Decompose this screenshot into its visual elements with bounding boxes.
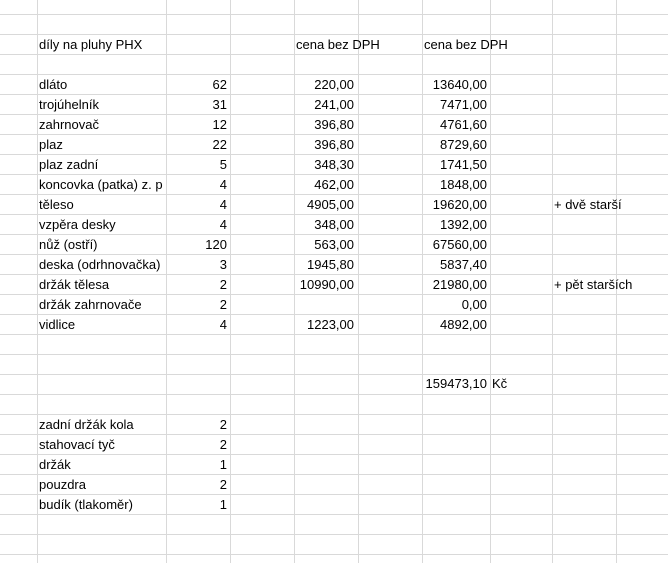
item-total-cell[interactable]: 67560,00 [432, 237, 487, 252]
item-unit-price-cell[interactable]: 4905,00 [307, 197, 354, 212]
item-unit-price-cell[interactable]: 1223,00 [307, 317, 354, 332]
item-unit-price-cell[interactable]: 563,00 [314, 237, 354, 252]
item-name-cell[interactable]: dláto [39, 77, 68, 92]
item-note-cell[interactable] [554, 175, 664, 195]
item-total-cell[interactable]: 21980,00 [432, 277, 487, 292]
item-unit-price-cell[interactable]: 396,80 [314, 117, 354, 132]
item-total-cell[interactable]: 5837,40 [440, 257, 487, 272]
item-name-cell[interactable]: deska (odrhnovačka) [39, 257, 161, 272]
item-note-cell[interactable] [554, 115, 664, 135]
item-name-cell[interactable]: těleso [39, 197, 74, 212]
extra-qty-cell[interactable]: 1 [219, 497, 227, 512]
item-unit-price-cell[interactable]: 241,00 [314, 97, 354, 112]
sheet-title[interactable]: díly na pluhy PHX [39, 37, 143, 52]
item-qty-cell[interactable]: 2 [219, 277, 227, 292]
item-unit-price-cell[interactable]: 396,80 [314, 137, 354, 152]
currency-label[interactable]: Kč [492, 376, 508, 391]
header-unit-price[interactable]: cena bez DPH [296, 37, 380, 52]
item-note-cell[interactable] [554, 135, 664, 155]
extra-qty-cell[interactable]: 2 [219, 417, 227, 432]
item-note-cell[interactable] [554, 255, 664, 275]
extra-qty-cell[interactable]: 2 [219, 477, 227, 492]
item-note-cell[interactable]: + pět starších [554, 277, 633, 292]
item-qty-cell[interactable]: 5 [219, 157, 227, 172]
item-qty-cell[interactable]: 22 [212, 137, 227, 152]
item-qty-cell[interactable]: 4 [219, 217, 227, 232]
item-unit-price-cell[interactable]: 348,30 [314, 157, 354, 172]
item-unit-price-cell[interactable]: 1945,80 [307, 257, 354, 272]
item-total-cell[interactable]: 4892,00 [440, 317, 487, 332]
extra-qty-cell[interactable]: 2 [219, 437, 227, 452]
item-unit-price-cell[interactable]: 10990,00 [299, 277, 354, 292]
item-total-cell[interactable]: 1741,50 [440, 157, 487, 172]
item-name-cell[interactable]: držák tělesa [39, 277, 110, 292]
item-unit-price-cell[interactable]: 462,00 [314, 177, 354, 192]
item-note-cell[interactable]: + dvě starší [554, 197, 622, 212]
item-qty-cell[interactable]: 62 [212, 77, 227, 92]
item-qty-cell[interactable]: 3 [219, 257, 227, 272]
item-note-cell[interactable] [554, 235, 664, 255]
item-note-cell[interactable] [554, 215, 664, 235]
extra-name-cell[interactable]: stahovací tyč [39, 437, 115, 452]
item-unit-price-cell[interactable]: 348,00 [314, 217, 354, 232]
item-total-cell[interactable]: 19620,00 [432, 197, 487, 212]
item-total-cell[interactable]: 1392,00 [440, 217, 487, 232]
item-qty-cell[interactable]: 4 [219, 317, 227, 332]
item-qty-cell[interactable]: 4 [219, 177, 227, 192]
item-name-cell[interactable]: držák zahrnovače [39, 297, 142, 312]
item-total-cell[interactable]: 0,00 [461, 297, 487, 312]
item-total-cell[interactable]: 13640,00 [432, 77, 487, 92]
item-name-cell[interactable]: vzpěra desky [39, 217, 116, 232]
item-note-cell[interactable] [554, 75, 664, 95]
item-name-cell[interactable]: vidlice [39, 317, 76, 332]
item-qty-cell[interactable]: 2 [219, 297, 227, 312]
item-qty-cell[interactable]: 120 [205, 237, 227, 252]
item-note-cell[interactable] [554, 155, 664, 175]
item-note-cell[interactable] [554, 295, 664, 315]
item-qty-cell[interactable]: 12 [212, 117, 227, 132]
item-total-cell[interactable]: 1848,00 [440, 177, 487, 192]
extra-name-cell[interactable]: pouzdra [39, 477, 86, 492]
item-qty-cell[interactable]: 31 [212, 97, 227, 112]
item-qty-cell[interactable]: 4 [219, 197, 227, 212]
item-name-cell[interactable]: zahrnovač [39, 117, 99, 132]
header-total-price[interactable]: cena bez DPH [424, 37, 508, 52]
grand-total-value[interactable]: 159473,10 [425, 376, 487, 391]
item-name-cell[interactable]: koncovka (patka) z. p [39, 177, 163, 192]
extra-name-cell[interactable]: držák [39, 457, 71, 472]
item-total-cell[interactable]: 4761,60 [440, 117, 487, 132]
item-name-cell[interactable]: nůž (ostří) [39, 237, 98, 252]
item-total-cell[interactable]: 7471,00 [440, 97, 487, 112]
extra-name-cell[interactable]: budík (tlakoměr) [39, 497, 133, 512]
item-unit-price-cell[interactable]: 220,00 [314, 77, 354, 92]
extra-name-cell[interactable]: zadní držák kola [39, 417, 134, 432]
item-note-cell[interactable] [554, 95, 664, 115]
item-name-cell[interactable]: plaz [39, 137, 63, 152]
item-note-cell[interactable] [554, 315, 664, 335]
extra-qty-cell[interactable]: 1 [219, 457, 227, 472]
item-name-cell[interactable]: trojúhelník [39, 97, 99, 112]
item-name-cell[interactable]: plaz zadní [39, 157, 99, 172]
item-unit-price-cell[interactable] [296, 295, 354, 315]
item-total-cell[interactable]: 8729,60 [440, 137, 487, 152]
